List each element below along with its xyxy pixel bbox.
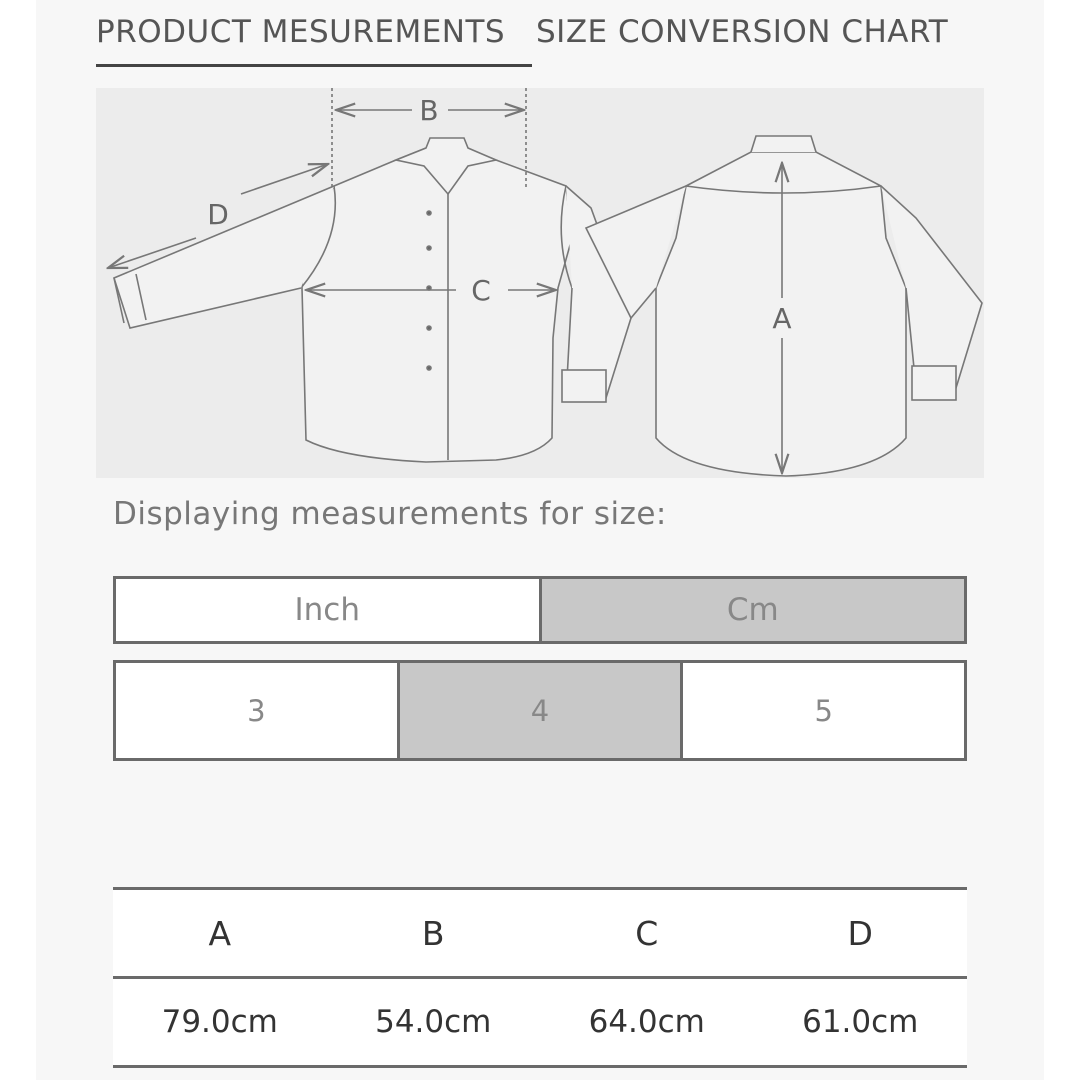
- unit-inch-button[interactable]: Inch: [116, 579, 539, 641]
- diagram-label-d: D: [207, 198, 229, 231]
- size-prompt: Displaying measurements for size:: [113, 496, 667, 532]
- size-button-3[interactable]: 3: [116, 663, 397, 758]
- tab-product-measurements[interactable]: PRODUCT MESUREMENTS: [96, 14, 506, 50]
- table-header-row: [113, 890, 967, 976]
- unit-cm-button[interactable]: Cm: [539, 579, 965, 641]
- header-c: C: [635, 913, 659, 953]
- diagram-label-c: C: [471, 274, 491, 307]
- header-d: D: [847, 913, 873, 953]
- unit-toggle: [113, 576, 967, 644]
- size-selector: [113, 660, 967, 761]
- active-tab-underline: [96, 64, 532, 67]
- value-a: 79.0cm: [161, 1004, 278, 1040]
- header-a: A: [208, 913, 232, 953]
- shirt-front-drawing: [114, 138, 631, 462]
- size-button-5[interactable]: 5: [680, 663, 964, 758]
- tab-size-conversion-chart[interactable]: SIZE CONVERSION CHART: [536, 14, 949, 50]
- diagram-label-b: B: [419, 94, 439, 127]
- shirt-measurement-diagram: [96, 88, 984, 478]
- table-row: [113, 979, 967, 1065]
- value-d: 61.0cm: [802, 1004, 919, 1040]
- table-bottom-rule: [113, 1065, 967, 1068]
- shirt-illustration: [96, 88, 984, 478]
- header-b: B: [421, 913, 445, 953]
- diagram-label-a: A: [772, 302, 792, 335]
- value-b: 54.0cm: [375, 1004, 492, 1040]
- size-button-4[interactable]: 4: [397, 663, 681, 758]
- tab-bar: [96, 0, 980, 68]
- measurements-table: [113, 887, 967, 1068]
- value-c: 64.0cm: [588, 1004, 705, 1040]
